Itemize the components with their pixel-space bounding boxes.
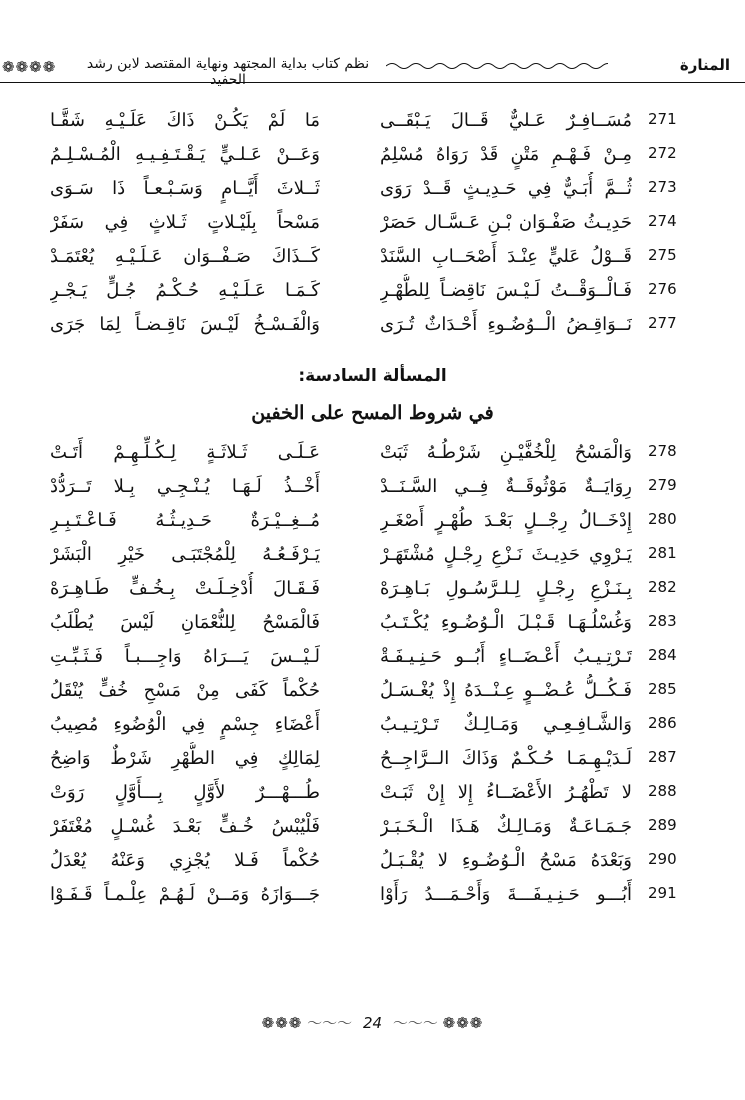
verse-row — [0, 776, 745, 810]
verse-second-hemistich: لِمَالِكٍ فِي الطُّهْرِ شَرْطٌ وَاضِحُ — [50, 748, 320, 769]
verse-row — [0, 878, 745, 912]
verse-row — [0, 810, 745, 844]
verse-row — [0, 742, 745, 776]
verse-row — [0, 844, 745, 878]
verse-first-hemistich: جَـمَـاعَـةٌ وَمَـالِـكٌ هَـذَا الْـخَـبَـرْ — [380, 816, 632, 837]
verse-first-hemistich: مُسَــافِـرٌ عَـليٌّ قَــالَ يَـبْقَــى — [380, 110, 632, 131]
verse-second-hemistich: طُـــهْـــرٌ لأَوَّلٍ بِـــأَوَّلٍ رَوَتْ — [50, 782, 320, 803]
header-book-title: نظم كتاب بداية المجتهد ونهاية المقتصد لابن رشد الحفيد — [86, 56, 370, 88]
verse-second-hemistich: وَعَــنْ عَـلـيٍّ يَـقْـتَـفِـيـهِ الْمُـسْـلِـمُ — [50, 144, 320, 165]
verse-row — [0, 640, 745, 674]
verse-row — [0, 572, 745, 606]
verse-second-hemistich: كَـمَـا عَـلَـيْـهِ حُـكْـمُ جُـلٍّ يَـجْـرِ — [50, 280, 320, 301]
verse-number: 289 — [648, 816, 677, 834]
header-series-name: المنارة — [679, 56, 730, 74]
verse-number: 275 — [648, 246, 677, 264]
verse-number: 274 — [648, 212, 677, 230]
verse-first-hemistich: نَــوَاقِـضُ الْــوُضُـوءِ أَحْـدَاثٌ تُـرَى — [380, 314, 632, 335]
verse-row — [0, 172, 745, 206]
verse-second-hemistich: أَخْــذُ لَـهَـا يُـنْـجِـي بِـلا تَــرَدُّدْ — [50, 476, 320, 497]
verse-second-hemistich: حُكْماً فَـلا يُجْزِي وَعَنْهُ يُعْدَلُ — [50, 850, 320, 871]
verse-number: 288 — [648, 782, 677, 800]
verse-number: 271 — [648, 110, 677, 128]
verse-second-hemistich: فَـقَـالَ أُدْخِـلَـتْ بِـخُـفٍّ طَـاهِـرَهْ — [50, 578, 320, 599]
header-wave-divider — [386, 61, 608, 71]
verse-first-hemistich: رِوَايَــةٌ مَوْثُوقَــةٌ فِــي السَّـنَــدْ — [380, 476, 632, 497]
verse-number: 287 — [648, 748, 677, 766]
verse-number: 283 — [648, 612, 677, 630]
verse-first-hemistich: فَـكُــلُّ عُـضْــوٍ عِـنْــدَهُ إِذْ يُغْـسَـلُ — [380, 680, 632, 701]
verse-number: 285 — [648, 680, 677, 698]
verse-first-hemistich: حَدِيـثُ صَفْـوَان بْـنِ عَـسَّـال حَصَرْ — [380, 212, 632, 233]
verse-second-hemistich: فَلْيُبْسُ خُـفٍّ بَعْـدَ غُسْـلٍ مُغْتَفَرْ — [50, 816, 320, 837]
verse-first-hemistich: ثُــمَّ أُبَـيٌّ فِي حَـدِيـثٍ قَــدْ رَوَى — [380, 178, 632, 199]
verse-second-hemistich: مَا لَمْ يَكُـنْ ذَاكَ عَلَـيْـهِ شَقَّـا — [50, 110, 320, 131]
verse-second-hemistich: يَـرْفَـعُـهُ لِلْمُجْتَبَـى خَيْرِ الْبَشَرْ — [50, 544, 320, 565]
verse-number: 291 — [648, 884, 677, 902]
verse-second-hemistich: عَـلَـى ثَـلاثَـةٍ لِـكُـلِّـهِـمْ أَتَـتْ — [50, 442, 320, 463]
verse-row — [0, 436, 745, 470]
page-footer — [0, 1012, 745, 1033]
verse-second-hemistich: كَــذَاكَ صَـفْــوَان عَـلَـيْـهِ يُعْتَمَـدْ — [50, 246, 320, 267]
header-rule — [0, 82, 745, 83]
verses-block-1 — [0, 104, 745, 342]
verse-row — [0, 274, 745, 308]
page-number: 24 — [362, 1014, 383, 1032]
verse-number: 284 — [648, 646, 677, 664]
verse-second-hemistich: ثَــلاثَ أَيَّــامٍ وَسَـبْـعـاً ذَا سَـوَى — [50, 178, 320, 199]
verse-number: 279 — [648, 476, 677, 494]
verse-second-hemistich: مُــغِــيْـرَةٌ حَـدِيـثُـهُ فَـاعْـتَـبِـرِ — [50, 510, 320, 531]
verse-first-hemistich: إِدْخَــالُ رِجْــلٍ بَعْـدَ طُهْـرٍ أَصْغَـرِ — [380, 510, 632, 531]
verse-number: 286 — [648, 714, 677, 732]
verse-first-hemistich: مِـنْ فَـهْـمِ مَتْنٍ قَدْ رَوَاهُ مُسْلِمُ — [380, 144, 632, 165]
verse-number: 281 — [648, 544, 677, 562]
verse-row — [0, 708, 745, 742]
verse-number: 278 — [648, 442, 677, 460]
verse-number: 280 — [648, 510, 677, 528]
verse-second-hemistich: أَعْضَاءِ جِسْمٍ فِي الْوُضُوءِ مُصِيبُ — [50, 714, 320, 735]
verse-row — [0, 538, 745, 572]
footer-dash-right: ～～～ — [392, 1014, 438, 1032]
verse-second-hemistich: لَـيْــسَ يَـــرَاهُ وَاجِـــبـاً فَـثَـبِّـتِ — [50, 646, 320, 667]
verse-row — [0, 504, 745, 538]
footer-ornament-right: ❁❁❁ — [442, 1014, 484, 1032]
verse-first-hemistich: لا تَطْهُـرُ الأَعْضَــاءُ إِلا إِنْ ثَبَـتْ — [380, 782, 632, 803]
verse-row — [0, 308, 745, 342]
verse-row — [0, 206, 745, 240]
verse-first-hemistich: وَغُسْلُـهَـا قَـبْـلَ الْـوُضُـوءِ يُكْـتَـبُ — [380, 612, 632, 633]
verse-first-hemistich: وَبَعْدَهُ مَسْحُ الْـوُضُـوءِ لا يُقْـبَـلُ — [380, 850, 632, 871]
running-header — [0, 52, 745, 86]
verse-row — [0, 138, 745, 172]
verse-second-hemistich: مَسْحاً بِلَيْـلاتٍ ثَـلاثٍ فِي سَفَرْ — [50, 212, 320, 233]
verse-second-hemistich: حُكْماً كَفَى مِنْ مَسْحِ خُفٍّ يُنْقَلُ — [50, 680, 320, 701]
verse-number: 273 — [648, 178, 677, 196]
verses-block-2 — [0, 436, 745, 912]
verse-row — [0, 240, 745, 274]
verse-first-hemistich: أَبُـــو حَـنِـيـفَـــةَ وَأَحْـمَـــدُ رَأَوْا — [380, 884, 632, 905]
verse-second-hemistich: وَالْفَـسْـخُ لَيْـسَ نَاقِـضـاً لِمَا جَرَى — [50, 314, 320, 335]
verse-row — [0, 674, 745, 708]
verse-first-hemistich: تَـرْتِـيـبُ أَعْـضَــاءٍ أَبُــو حَـنِـيـفَـةْ — [380, 646, 632, 667]
verse-number: 272 — [648, 144, 677, 162]
verse-first-hemistich: فَـالْــوَقْــتُ لَـيْـسَ نَاقِضـاً لِلطُّهْـرِ — [380, 280, 632, 301]
verse-first-hemistich: وَالْمَسْحُ لِلْخُفَّيْـنِ شَرْطُـهُ ثَبَتْ — [380, 442, 632, 463]
footer-dash-left: ～～～ — [307, 1014, 353, 1032]
section-title: المسألة السادسة: — [298, 366, 447, 386]
verse-first-hemistich: قَــوْلُ عَليٍّ عِنْـدَ أَصْحَــابِ السَّنَدْ — [380, 246, 632, 267]
verse-first-hemistich: وَالشَّـافِـعِـي وَمَـالِـكٌ تَـرْتِـيـبُ — [380, 714, 632, 735]
verse-number: 282 — [648, 578, 677, 596]
footer-ornament-left: ❁❁❁ — [261, 1014, 303, 1032]
verse-number: 290 — [648, 850, 677, 868]
verse-first-hemistich: لَـدَيْـهِـمَـا حُـكْـمٌ وَذَاكَ الــرَّاجِــحُ — [380, 748, 632, 769]
verse-second-hemistich: فَالْمَسْحُ لِلنُّعْمَانِ لَيْسَ يُطْلَبُ — [50, 612, 320, 633]
verse-row — [0, 606, 745, 640]
verse-second-hemistich: جَـــوَازَهُ وَمَــنْ لَـهُـمْ عِلْـمـاً قَـفَـوْا — [50, 884, 320, 905]
section-subtitle: في شروط المسح على الخفين — [251, 402, 494, 424]
verse-row — [0, 470, 745, 504]
verse-number: 276 — [648, 280, 677, 298]
verse-first-hemistich: بِـنَـزْعِ رِجْـلٍ لِـلـرَّسُـولِ بَـاهِـرَهْ — [380, 578, 632, 599]
header-ornament: ❁❁❁❁ — [2, 58, 57, 76]
verse-number: 277 — [648, 314, 677, 332]
verse-row — [0, 104, 745, 138]
verse-first-hemistich: يَـرْوِي حَدِيـثَ نَـزْعِ رِجْـلٍ مُشْتَهَـرْ — [380, 544, 632, 565]
